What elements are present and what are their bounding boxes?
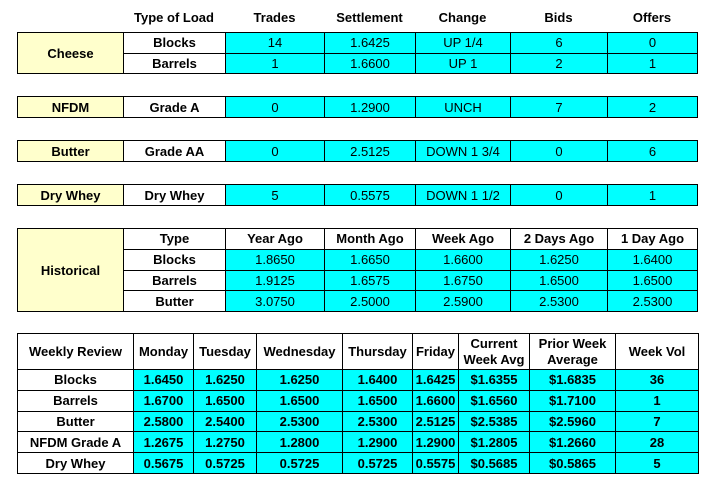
weekly-cell: $0.5685: [459, 453, 530, 474]
weekly-cell: $1.6355: [459, 370, 530, 391]
weekly-cell: 2.5300: [257, 411, 343, 432]
cheese-trades: 14: [226, 33, 325, 54]
historical-cell: 1.6575: [325, 270, 416, 291]
cheese-change: UP 1: [416, 53, 511, 74]
nfdm-row: [18, 97, 698, 118]
header-trades: Trades: [253, 10, 296, 25]
header-settlement: Settlement: [336, 10, 403, 25]
weekly-header-thursday: Thursday: [343, 334, 413, 370]
butter-row: [18, 141, 698, 162]
weekly-cell: 1.6700: [134, 390, 194, 411]
historical-header-row: [18, 229, 698, 250]
weekly-cell: 1.6250: [194, 370, 257, 391]
butter-offers: 6: [608, 141, 698, 162]
weekly-cell: 2.5125: [413, 411, 459, 432]
historical-type: Barrels: [124, 270, 226, 291]
weekly-review-table: [17, 333, 699, 474]
cheese-label: Cheese: [18, 33, 124, 74]
weekly-header-friday: Friday: [413, 334, 459, 370]
historical-header: Week Ago: [416, 229, 511, 250]
butter-type: Grade AA: [124, 141, 226, 162]
weekly-cell: $1.6560: [459, 390, 530, 411]
historical-cell: 1.6500: [511, 270, 608, 291]
butter-settlement: 2.5125: [325, 141, 416, 162]
weekly-header-prior-line1: Prior Week: [538, 335, 607, 351]
nfdm-bids: 7: [511, 97, 608, 118]
dry-whey-change: DOWN 1 1/2: [416, 185, 511, 206]
nfdm-offers: 2: [608, 97, 698, 118]
cheese-settlement: 1.6425: [325, 33, 416, 54]
cheese-type: Blocks: [124, 33, 226, 54]
weekly-cell: $0.5865: [530, 453, 616, 474]
weekly-row: [18, 370, 699, 391]
weekly-row-label: Dry Whey: [18, 453, 134, 474]
dry-whey-label: Dry Whey: [18, 185, 124, 206]
weekly-row: [18, 411, 699, 432]
weekly-cell: 2.5300: [343, 411, 413, 432]
cheese-change: UP 1/4: [416, 33, 511, 54]
weekly-cell: 2.5800: [134, 411, 194, 432]
historical-table: [17, 228, 698, 312]
nfdm-settlement: 1.2900: [325, 97, 416, 118]
historical-cell: 2.5300: [608, 291, 698, 312]
weekly-cell: $2.5385: [459, 411, 530, 432]
historical-cell: 1.8650: [226, 249, 325, 270]
cheese-bids: 2: [511, 53, 608, 74]
weekly-cell: 1.6500: [343, 390, 413, 411]
weekly-row: [18, 453, 699, 474]
weekly-row: [18, 390, 699, 411]
weekly-cell: 1.2900: [343, 432, 413, 453]
dry-whey-table: [17, 184, 698, 206]
weekly-row: [18, 432, 699, 453]
dry-whey-type: Dry Whey: [124, 185, 226, 206]
weekly-cell: 2.5400: [194, 411, 257, 432]
weekly-cell: 1.6250: [257, 370, 343, 391]
historical-cell: 1.6250: [511, 249, 608, 270]
weekly-header-prior-week-average: [530, 334, 616, 370]
weekly-cell: 5: [616, 453, 699, 474]
historical-cell: 1.6650: [325, 249, 416, 270]
dry-whey-row: [18, 185, 698, 206]
weekly-cell: 0.5575: [413, 453, 459, 474]
weekly-cell: 28: [616, 432, 699, 453]
dry-whey-offers: 1: [608, 185, 698, 206]
weekly-header-prior-line2: Average: [547, 351, 598, 367]
butter-change: DOWN 1 3/4: [416, 141, 511, 162]
cheese-offers: 0: [608, 33, 698, 54]
weekly-cell: 36: [616, 370, 699, 391]
historical-cell: 1.6500: [608, 270, 698, 291]
butter-table: [17, 140, 698, 162]
butter-trades: 0: [226, 141, 325, 162]
weekly-cell: 0.5675: [134, 453, 194, 474]
weekly-cell: 0.5725: [343, 453, 413, 474]
weekly-header-current-line2: Week Avg: [463, 351, 525, 367]
weekly-header-wednesday: Wednesday: [257, 334, 343, 370]
header-type-of-load: Type of Load: [134, 10, 214, 25]
dry-whey-trades: 5: [226, 185, 325, 206]
dry-whey-bids: 0: [511, 185, 608, 206]
cheese-row-blocks: [18, 33, 698, 54]
weekly-cell: $1.2805: [459, 432, 530, 453]
weekly-row-label: Butter: [18, 411, 134, 432]
header-change: Change: [438, 10, 487, 25]
weekly-cell: 1: [616, 390, 699, 411]
weekly-header-current-line1: Current: [470, 335, 518, 351]
weekly-header-tuesday: Tuesday: [194, 334, 257, 370]
historical-header: Year Ago: [226, 229, 325, 250]
historical-cell: 2.5300: [511, 291, 608, 312]
weekly-cell: $1.6835: [530, 370, 616, 391]
header-bids: Bids: [544, 10, 573, 25]
weekly-cell: 1.6600: [413, 390, 459, 411]
weekly-cell: 0.5725: [194, 453, 257, 474]
nfdm-trades: 0: [226, 97, 325, 118]
weekly-row-label: Barrels: [18, 390, 134, 411]
cheese-bids: 6: [511, 33, 608, 54]
weekly-cell: 1.2675: [134, 432, 194, 453]
historical-cell: 1.6400: [608, 249, 698, 270]
weekly-cell: 0.5725: [257, 453, 343, 474]
historical-header: 1 Day Ago: [608, 229, 698, 250]
weekly-row-label: Blocks: [18, 370, 134, 391]
historical-cell: 1.9125: [226, 270, 325, 291]
historical-header: 2 Days Ago: [511, 229, 608, 250]
historical-cell: 1.6750: [416, 270, 511, 291]
cheese-table: [17, 32, 698, 74]
weekly-cell: 7: [616, 411, 699, 432]
weekly-cell: $2.5960: [530, 411, 616, 432]
weekly-header-week-vol: Week Vol: [616, 334, 699, 370]
weekly-cell: 1.6500: [257, 390, 343, 411]
nfdm-change: UNCH: [416, 97, 511, 118]
weekly-header-current-week-avg: [459, 334, 530, 370]
butter-label: Butter: [18, 141, 124, 162]
historical-cell: 2.5000: [325, 291, 416, 312]
weekly-header-row: [18, 334, 699, 370]
weekly-header-review: Weekly Review: [18, 334, 134, 370]
dry-whey-settlement: 0.5575: [325, 185, 416, 206]
weekly-header-monday: Monday: [134, 334, 194, 370]
nfdm-label: NFDM: [18, 97, 124, 118]
historical-label: Historical: [18, 229, 124, 312]
header-offers: Offers: [632, 10, 672, 25]
weekly-cell: $1.7100: [530, 390, 616, 411]
nfdm-type: Grade A: [124, 97, 226, 118]
cheese-type: Barrels: [124, 53, 226, 74]
weekly-cell: 1.2800: [257, 432, 343, 453]
weekly-cell: 1.6400: [343, 370, 413, 391]
weekly-cell: 1.2750: [194, 432, 257, 453]
weekly-row-label: NFDM Grade A: [18, 432, 134, 453]
nfdm-table: [17, 96, 698, 118]
weekly-cell: 1.6450: [134, 370, 194, 391]
historical-cell: 2.5900: [416, 291, 511, 312]
historical-header: Month Ago: [325, 229, 416, 250]
historical-cell: 3.0750: [226, 291, 325, 312]
cheese-settlement: 1.6600: [325, 53, 416, 74]
butter-bids: 0: [511, 141, 608, 162]
weekly-cell: 1.6425: [413, 370, 459, 391]
weekly-cell: $1.2660: [530, 432, 616, 453]
historical-header: Type: [124, 229, 226, 250]
cheese-offers: 1: [608, 53, 698, 74]
weekly-cell: 1.6500: [194, 390, 257, 411]
historical-cell: 1.6600: [416, 249, 511, 270]
cheese-trades: 1: [226, 53, 325, 74]
historical-type: Blocks: [124, 249, 226, 270]
historical-type: Butter: [124, 291, 226, 312]
weekly-cell: 1.2900: [413, 432, 459, 453]
